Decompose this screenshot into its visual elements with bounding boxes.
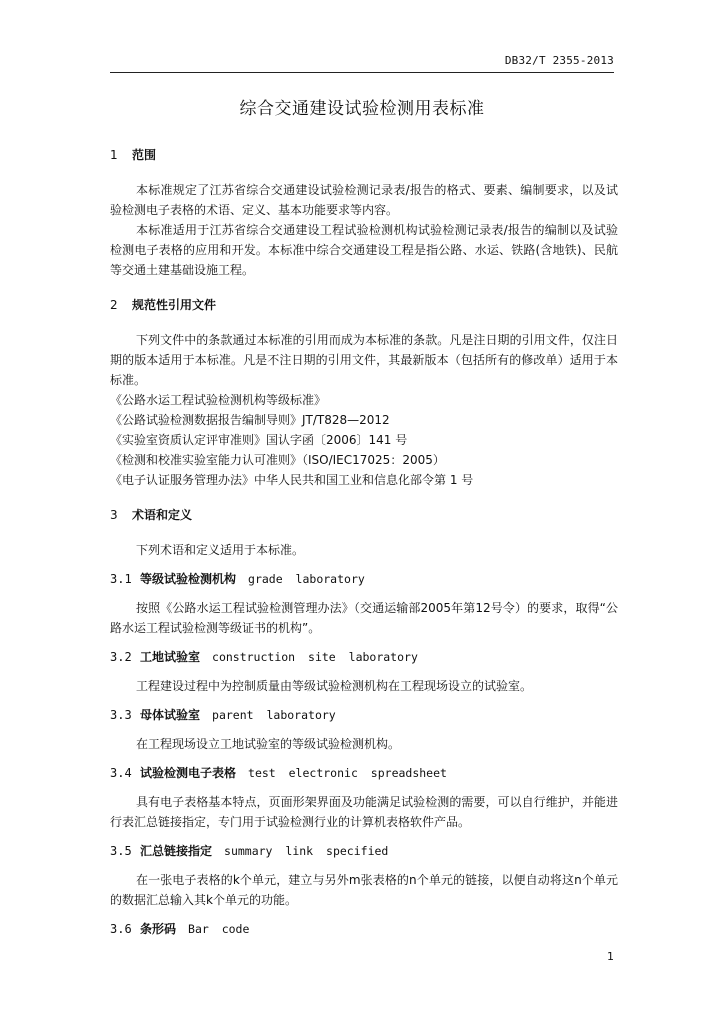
reference-item: 《实验室资质认定评审准则》国认字函〔2006〕141 号 xyxy=(110,433,408,447)
term-number: 3.1 xyxy=(110,572,132,586)
section-heading xyxy=(110,506,618,524)
term-heading xyxy=(110,648,618,666)
paragraph: 下列术语和定义适用于本标准。 xyxy=(136,543,305,557)
section-title: 范围 xyxy=(132,148,157,162)
term-zh: 等级试验检测机构 xyxy=(140,572,237,586)
page-number: 1 xyxy=(607,950,614,963)
standard-code: DB32/T 2355-2013 xyxy=(504,54,614,67)
section-title: 规范性引用文件 xyxy=(132,298,217,312)
section-heading xyxy=(110,296,618,314)
term-en: Bar code xyxy=(188,922,250,936)
term-number: 3.4 xyxy=(110,766,132,780)
term-zh: 工地试验室 xyxy=(140,650,201,664)
term-definition: 在工程现场设立工地试验室的等级试验检测机构。 xyxy=(136,737,401,751)
term-definition: 按照《公路水运工程试验检测管理办法》（交通运输部2005年第12号令）的要求，取得“公路水运工程试验检测等级证书的机构”。 xyxy=(110,601,618,635)
term-zh: 条形码 xyxy=(140,922,177,936)
term-en: parent laboratory xyxy=(212,708,336,722)
term-heading xyxy=(110,570,618,588)
term-definition: 工程建设过程中为控制质量由等级试验检测机构在工程现场设立的试验室。 xyxy=(136,679,533,693)
term-heading xyxy=(110,842,618,860)
section-title: 术语和定义 xyxy=(132,508,193,522)
term-definition: 在一张电子表格的k个单元，建立与另外m张表格的n个单元的链接，以便自动将这n个单元的数据汇总输入其k个单元的功能。 xyxy=(110,873,618,907)
section-heading xyxy=(110,146,618,164)
term-en: construction site laboratory xyxy=(212,650,418,664)
term-zh: 试验检测电子表格 xyxy=(140,766,237,780)
term-number: 3.5 xyxy=(110,844,132,858)
section-number: 1 xyxy=(110,148,118,162)
term-en: test electronic spreadsheet xyxy=(248,766,447,780)
term-heading xyxy=(110,706,618,724)
term-zh: 汇总链接指定 xyxy=(140,844,213,858)
term-number: 3.2 xyxy=(110,650,132,664)
reference-item: 《电子认证服务管理办法》中华人民共和国工业和信息化部令第 1 号 xyxy=(110,473,474,487)
header-divider xyxy=(110,72,614,73)
paragraph: 下列文件中的条款通过本标准的引用而成为本标准的条款。凡是注日期的引用文件，仅注日期的版本适用于本标准。凡是不注日期的引用文件，其最新版本（包括所有的修改单）适用于本标准。 xyxy=(110,333,618,387)
term-definition: 具有电子表格基本特点，页面形架界面及功能满足试验检测的需要，可以自行维护，并能进行表汇总链接指定，专门用于试验检测行业的计算机表格软件产品。 xyxy=(110,795,618,829)
section-number: 2 xyxy=(110,298,118,312)
term-en: grade laboratory xyxy=(248,572,365,586)
term-heading xyxy=(110,764,618,782)
reference-item: 《公路水运工程试验检测机构等级标准》 xyxy=(110,393,327,407)
term-zh: 母体试验室 xyxy=(140,708,201,722)
term-en: summary link specified xyxy=(224,844,389,858)
term-heading xyxy=(110,920,618,938)
term-number: 3.3 xyxy=(110,708,132,722)
section-number: 3 xyxy=(110,508,118,522)
paragraph: 本标准适用于江苏省综合交通建设工程试验检测机构试验检测记录表/报告的编制以及试验检测电子表格的应用和开发。本标准中综合交通建设工程是指公路、水运、铁路(含地铁)、民航等交通土建基础设施工程。 xyxy=(110,223,618,277)
reference-item: 《公路试验检测数据报告编制导则》JT/T828—2012 xyxy=(110,413,390,427)
term-number: 3.6 xyxy=(110,922,132,936)
paragraph: 本标准规定了江苏省综合交通建设试验检测记录表/报告的格式、要素、编制要求，以及试验检测电子表格的术语、定义、基本功能要求等内容。 xyxy=(110,183,618,217)
document-title: 综合交通建设试验检测用表标准 xyxy=(239,99,485,119)
reference-item: 《检测和校准实验室能力认可准则》（ISO/IEC17025：2005） xyxy=(110,453,445,467)
document-body xyxy=(110,146,618,938)
